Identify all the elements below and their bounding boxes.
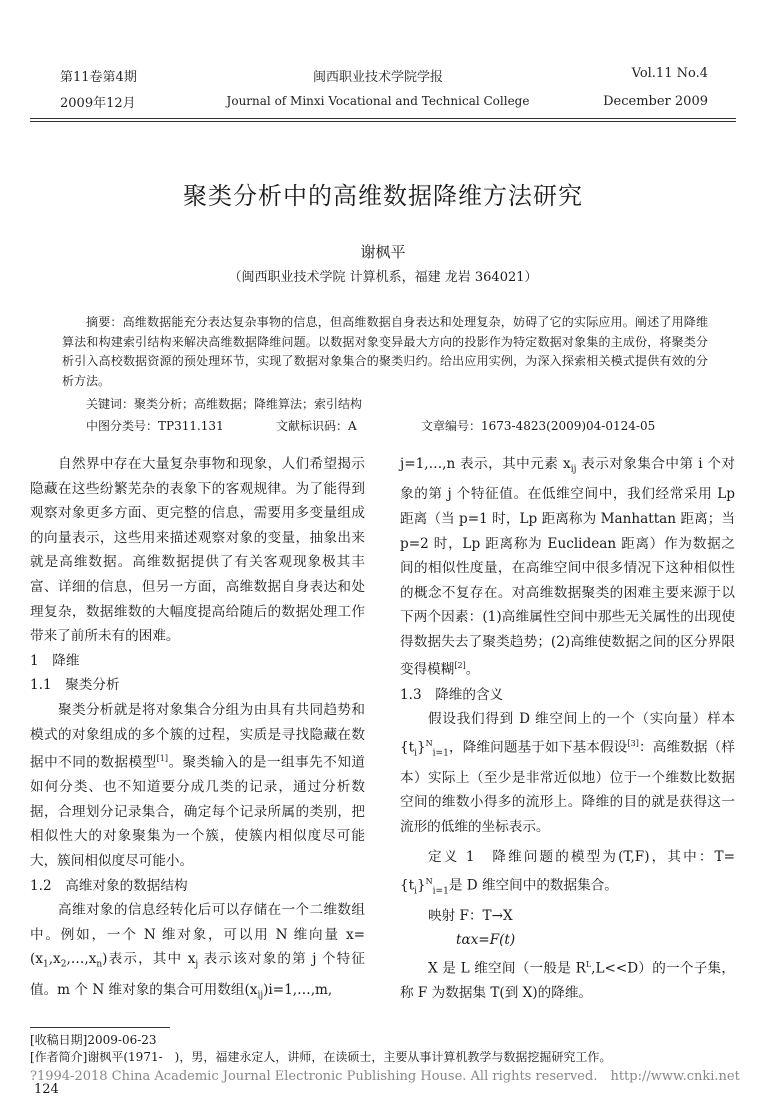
subscript: ij [257, 990, 264, 1001]
document-code: 文献标识码：A [276, 419, 357, 433]
text-run: ,…,x [66, 951, 97, 968]
mapping-formula: tαx=F(t) [456, 932, 516, 949]
text-run: 假设我们得到 D 维空间上的一个（实向量）样本{t [400, 711, 735, 756]
received-date: [收稿日期]2009-06-23 [30, 1033, 157, 1047]
volume-issue-cn: 第11卷第4期 [60, 70, 137, 85]
left-column [30, 452, 365, 1008]
text-run: ：高维数据（样本）实际上（至少是非常近似地）位于一个维数比数据空间的维数小得多的流形上。降维的目的就是获得这一流形的低维的坐标表示。 [400, 739, 735, 835]
section-1-heading: 1 降维 [30, 652, 80, 669]
subscript: i=1 [432, 886, 449, 897]
author-affiliation: （闽西职业技术学院 计算机系，福建 龙岩 364021） [228, 270, 538, 285]
subscript: i=1 [432, 748, 449, 759]
superscript: L [585, 960, 592, 970]
text-run: X 是 L 维空间（一般是 R [428, 960, 586, 977]
paper-title: 聚类分析中的高维数据降维方法研究 [183, 182, 583, 210]
distance-paragraph [400, 452, 735, 683]
header-rule [30, 118, 736, 119]
text-run: } [417, 739, 426, 756]
text-run: ，降维问题基于如下基本假设 [448, 739, 628, 756]
text-run: 是 D 维空间中的数据集合。 [448, 877, 618, 894]
subscript: i [414, 748, 418, 759]
text-run: 表示该对象的第 j 个特征值。m 个 N 维对象的集合可用数组(x [30, 951, 365, 998]
author-name: 谢枫平 [360, 243, 406, 261]
footnote-rule [30, 1027, 170, 1028]
right-column [400, 452, 735, 1006]
date-cn: 2009年12月 [60, 96, 136, 111]
reduction-meaning-paragraph [400, 707, 735, 839]
section-1-2-heading: 1.2 高维对象的数据结构 [30, 877, 188, 894]
clc-number: 中图分类号：TP311.131 [86, 419, 224, 433]
section-1-1-heading: 1.1 聚类分析 [30, 677, 120, 694]
subscript: n [96, 960, 103, 971]
text-run: )i=1,…,m, [263, 981, 333, 998]
reference-1: [1] [156, 754, 168, 764]
text-run: 。 [465, 662, 480, 678]
subscript: 1 [42, 960, 49, 971]
text-run: 聚类分析就是将对象集合分组为由具有共同趋势和模式的对象组成的多个簇的过程，实质是寻找隐藏在数据中不同的数据模型 [30, 701, 365, 771]
superscript: N [425, 738, 433, 748]
date-en: December 2009 [603, 94, 708, 109]
definition-1 [400, 845, 735, 903]
journal-title-cn: 闽西职业技术学院学报 [312, 70, 443, 85]
volume-issue-en: Vol.11 No.4 [631, 66, 708, 81]
author-bio: [作者简介]谢枫平(1971- )，男，福建永定人，讲师，在读硕士，主要从事计算机教学与数据挖掘研究工作。 [30, 1050, 612, 1064]
text-run: ,L<<D）的一个子集，称 F 为数据集 T(到 X)的降维。 [400, 960, 735, 1002]
clustering-paragraph [30, 698, 365, 874]
article-number: 文章编号：1673-4823(2009)04-0124-05 [421, 419, 656, 433]
text-run: 定义 1 降维问题的模型为(T,F)，其中：T={t [400, 849, 735, 894]
abstract: 摘要：高维数据能充分表达复杂事物的信息，但高维数据自身表达和处理复杂，妨碍了它的实际应用。阐述了用降维算法和构建索引结构来解决高维数据降维问题。以数据对象变异最大方向的投影作为特定数据对象集的主成份，将聚类分析引入高校数据资源的预处理环节，实现了数据对象集合的聚类归约。给出应用实例，为深入探索相关模式提供有效的分析方法。 [62, 315, 708, 388]
text-run: } [417, 877, 426, 894]
reference-2: [2] [454, 661, 466, 671]
subscript: 2 [60, 960, 67, 971]
page-number: 124 [34, 1082, 59, 1097]
text-run: 表示对象集合中第 i 个对象的第 j 个特征值。在低维空间中，我们经常采用 Lp 距离（当 p=1 时，Lp 距离称为 Manhattan 距离；当 p=2 时，Lp 距离称为 Euclidean 距离）作为数据之间的相似性度量，在高维空间中很多情况下这种相似性的概念不复存在。对高维数据聚类的困难主要来源于以下两个因素：(1)高维属性空间中那些无关属性的出现使得数据失去了聚类趋势；(2)高维使数据之间的区分界限变得模糊 [400, 456, 736, 678]
intro-paragraph: 自然界中存在大量复杂事物和现象，人们希望揭示隐藏在这些纷繁芜杂的表象下的客观规律。为了能得到观察对象更多方面、更完整的信息，需要用多变量组成的向量表示，这些用来描述观察对象的变量，抽象出来就是高维数据。高维数据提供了有关客观现象极其丰富、详细的信息，但另一方面，高维数据自身表达和处理复杂，数据维数的大幅度提高给随后的数据处理工作带来了前所未有的困难。 [30, 456, 365, 645]
header-rule-2 [30, 121, 736, 122]
subscript: ij [570, 464, 577, 475]
subscript: j [195, 960, 199, 971]
text-run: j=1,…,n 表示，其中元素 x [400, 456, 571, 472]
keywords: 关键词：聚类分析；高维数据；降维算法；索引结构 [86, 397, 363, 411]
superscript: N [425, 877, 433, 886]
section-1-3-heading: 1.3 降维的含义 [400, 686, 504, 703]
mapping-line: 映射 F：T→X [428, 907, 513, 924]
subscript: i [414, 886, 418, 897]
copyright-line: ?1994-2018 China Academic Journal Electronic Publishing House. All rights reserved. http://www.cnki.net [30, 1069, 740, 1084]
text-run: ,x [48, 951, 61, 968]
data-structure-paragraph [30, 898, 365, 1008]
reduction-definition-paragraph [400, 953, 735, 1006]
text-run: 。聚类输入的是一组事先不知道如何分类、也不知道要分成几类的记录，通过分析数据，合理划分记录集合，确定每个记录所属的类别，把相似性大的对象聚集为一个簇，使簇内相似度尽可能大，簇间相似度尽可能小。 [30, 754, 366, 870]
journal-title-en: Journal of Minxi Vocational and Technical College [226, 94, 530, 108]
reference-3: [3] [627, 738, 639, 748]
text-run: 高维对象的信息经转化后可以存储在一个二维数组中。例如，一个 N 维对象，可以用 N 维向量 x=(x [30, 902, 365, 968]
text-run: )表示，其中 x [102, 951, 196, 968]
